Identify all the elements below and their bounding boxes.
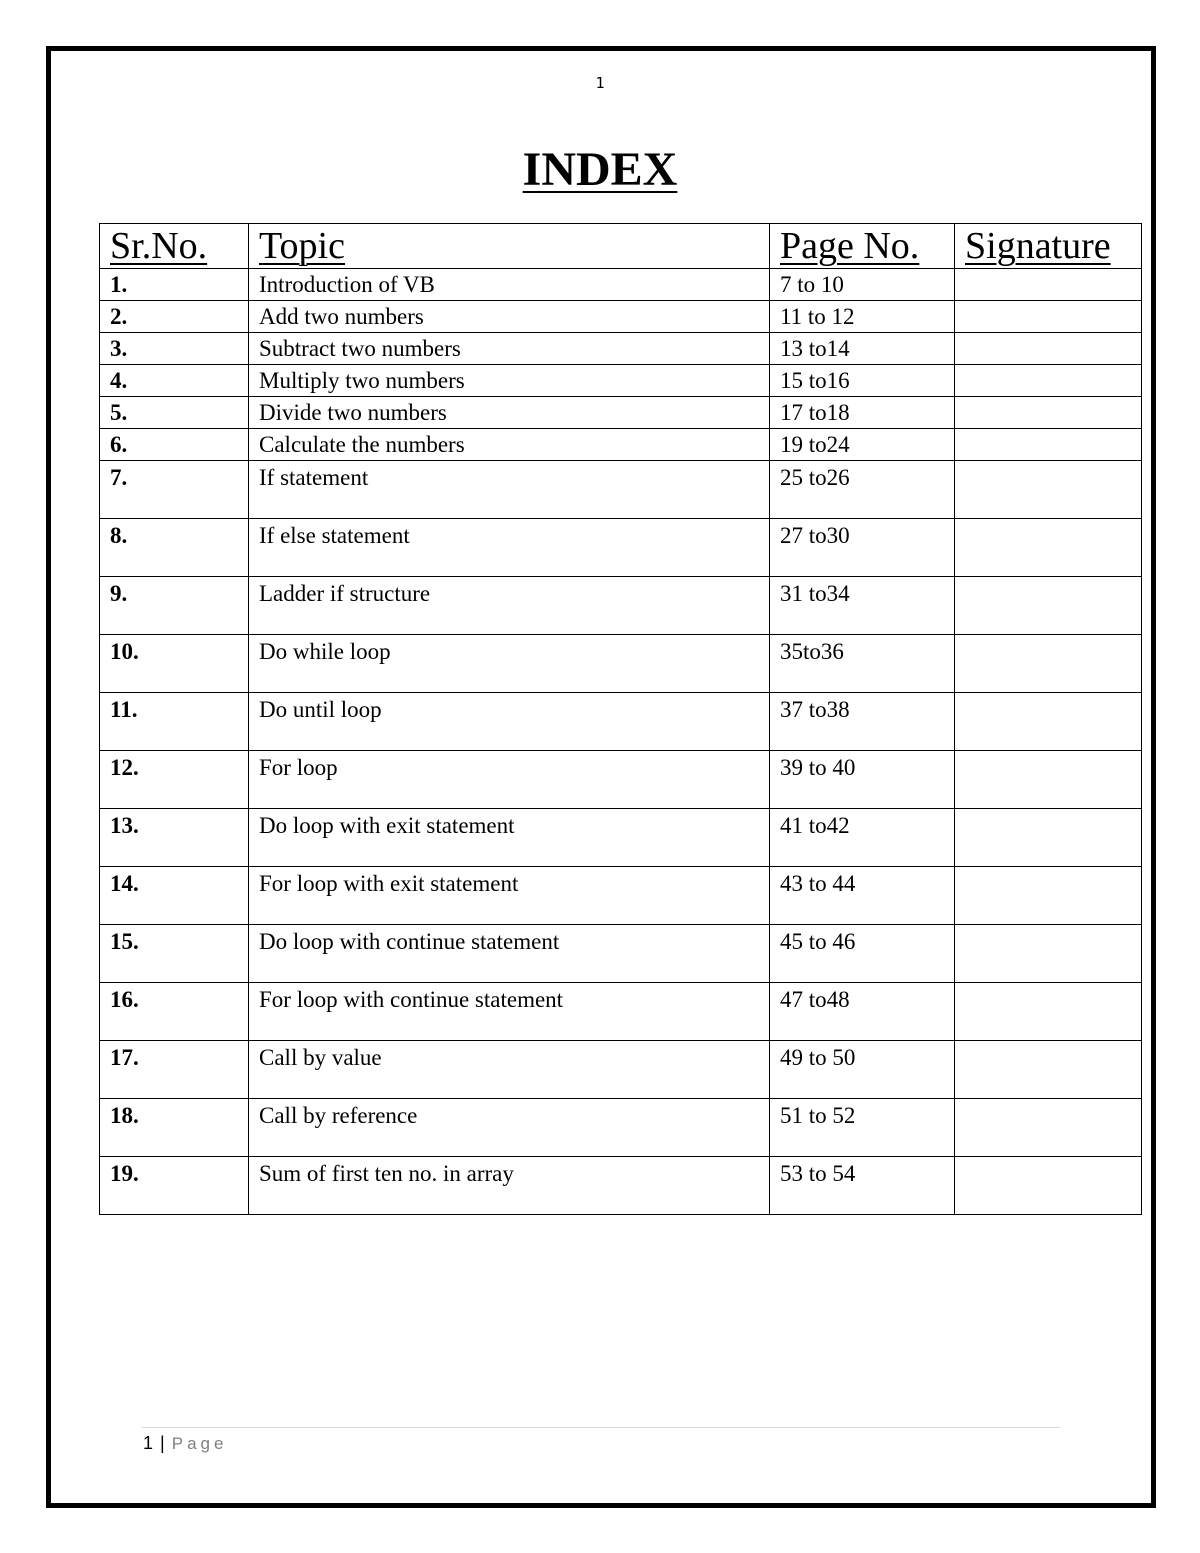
table-row — [100, 519, 1142, 577]
footer — [143, 1433, 227, 1454]
cell-page-no: 19 to24 — [770, 429, 955, 461]
cell-page-no: 43 to 44 — [770, 867, 955, 925]
cell-topic: Subtract two numbers — [249, 333, 770, 365]
cell-topic: Do while loop — [249, 635, 770, 693]
cell-srno: 16. — [100, 983, 249, 1041]
cell-topic: Call by reference — [249, 1099, 770, 1157]
table-row — [100, 577, 1142, 635]
cell-page-no: 39 to 40 — [770, 751, 955, 809]
cell-topic: Sum of first ten no. in array — [249, 1157, 770, 1215]
cell-signature — [955, 577, 1142, 635]
cell-srno: 9. — [100, 577, 249, 635]
cell-topic: Call by value — [249, 1041, 770, 1099]
cell-topic: Multiply two numbers — [249, 365, 770, 397]
cell-srno: 10. — [100, 635, 249, 693]
cell-page-no: 35to36 — [770, 635, 955, 693]
cell-signature — [955, 301, 1142, 333]
table-header-row — [100, 224, 1142, 269]
cell-page-no: 17 to18 — [770, 397, 955, 429]
header-signature: Signature — [955, 224, 1142, 269]
cell-signature — [955, 519, 1142, 577]
table-row — [100, 365, 1142, 397]
cell-page-no: 51 to 52 — [770, 1099, 955, 1157]
table-row — [100, 809, 1142, 867]
cell-page-no: 53 to 54 — [770, 1157, 955, 1215]
footer-page-number: 1 — [143, 1433, 154, 1453]
cell-signature — [955, 429, 1142, 461]
cell-topic: Do loop with continue statement — [249, 925, 770, 983]
cell-topic: Add two numbers — [249, 301, 770, 333]
cell-page-no: 49 to 50 — [770, 1041, 955, 1099]
cell-topic: For loop — [249, 751, 770, 809]
cell-signature — [955, 1099, 1142, 1157]
cell-page-no: 45 to 46 — [770, 925, 955, 983]
cell-page-no: 37 to38 — [770, 693, 955, 751]
cell-signature — [955, 751, 1142, 809]
table-row — [100, 461, 1142, 519]
header-topic: Topic — [249, 224, 770, 269]
cell-signature — [955, 333, 1142, 365]
table-row — [100, 1157, 1142, 1215]
page-title: INDEX — [522, 143, 678, 196]
table-row — [100, 397, 1142, 429]
table-row — [100, 925, 1142, 983]
cell-srno: 2. — [100, 301, 249, 333]
cell-topic: Calculate the numbers — [249, 429, 770, 461]
cell-srno: 17. — [100, 1041, 249, 1099]
cell-srno: 18. — [100, 1099, 249, 1157]
table-row — [100, 751, 1142, 809]
cell-page-no: 7 to 10 — [770, 269, 955, 301]
cell-topic: If else statement — [249, 519, 770, 577]
cell-signature — [955, 925, 1142, 983]
cell-page-no: 41 to42 — [770, 809, 955, 867]
cell-srno: 4. — [100, 365, 249, 397]
cell-page-no: 27 to30 — [770, 519, 955, 577]
footer-separator: | — [160, 1433, 165, 1453]
cell-topic: Introduction of VB — [249, 269, 770, 301]
index-table — [99, 223, 1142, 1215]
cell-srno: 6. — [100, 429, 249, 461]
cell-signature — [955, 269, 1142, 301]
cell-page-no: 11 to 12 — [770, 301, 955, 333]
table-row — [100, 1099, 1142, 1157]
header-srno: Sr.No. — [100, 224, 249, 269]
table-row — [100, 867, 1142, 925]
cell-srno: 3. — [100, 333, 249, 365]
cell-signature — [955, 809, 1142, 867]
cell-signature — [955, 1157, 1142, 1215]
cell-signature — [955, 867, 1142, 925]
footer-page-word: Page — [171, 1434, 228, 1453]
cell-signature — [955, 1041, 1142, 1099]
cell-srno: 12. — [100, 751, 249, 809]
cell-page-no: 31 to34 — [770, 577, 955, 635]
cell-signature — [955, 365, 1142, 397]
cell-topic: For loop with continue statement — [249, 983, 770, 1041]
cell-topic: Do until loop — [249, 693, 770, 751]
cell-srno: 15. — [100, 925, 249, 983]
table-row — [100, 635, 1142, 693]
cell-page-no: 47 to48 — [770, 983, 955, 1041]
table-row — [100, 269, 1142, 301]
cell-srno: 8. — [100, 519, 249, 577]
cell-signature — [955, 693, 1142, 751]
cell-topic: Divide two numbers — [249, 397, 770, 429]
table-row — [100, 429, 1142, 461]
cell-topic: For loop with exit statement — [249, 867, 770, 925]
table-row — [100, 1041, 1142, 1099]
cell-signature — [955, 397, 1142, 429]
header-page-no: Page No. — [770, 224, 955, 269]
cell-page-no: 13 to14 — [770, 333, 955, 365]
cell-signature — [955, 635, 1142, 693]
cell-topic: Ladder if structure — [249, 577, 770, 635]
cell-signature — [955, 461, 1142, 519]
cell-page-no: 15 to16 — [770, 365, 955, 397]
cell-srno: 19. — [100, 1157, 249, 1215]
cell-srno: 13. — [100, 809, 249, 867]
cell-srno: 14. — [100, 867, 249, 925]
cell-srno: 11. — [100, 693, 249, 751]
cell-signature — [955, 983, 1142, 1041]
cell-topic: If statement — [249, 461, 770, 519]
table-row — [100, 983, 1142, 1041]
cell-srno: 1. — [100, 269, 249, 301]
table-row — [100, 301, 1142, 333]
cell-page-no: 25 to26 — [770, 461, 955, 519]
cell-srno: 5. — [100, 397, 249, 429]
footer-rule — [142, 1427, 1060, 1428]
cell-topic: Do loop with exit statement — [249, 809, 770, 867]
header-page-number: 1 — [595, 74, 605, 92]
table-row — [100, 693, 1142, 751]
cell-srno: 7. — [100, 461, 249, 519]
table-row — [100, 333, 1142, 365]
